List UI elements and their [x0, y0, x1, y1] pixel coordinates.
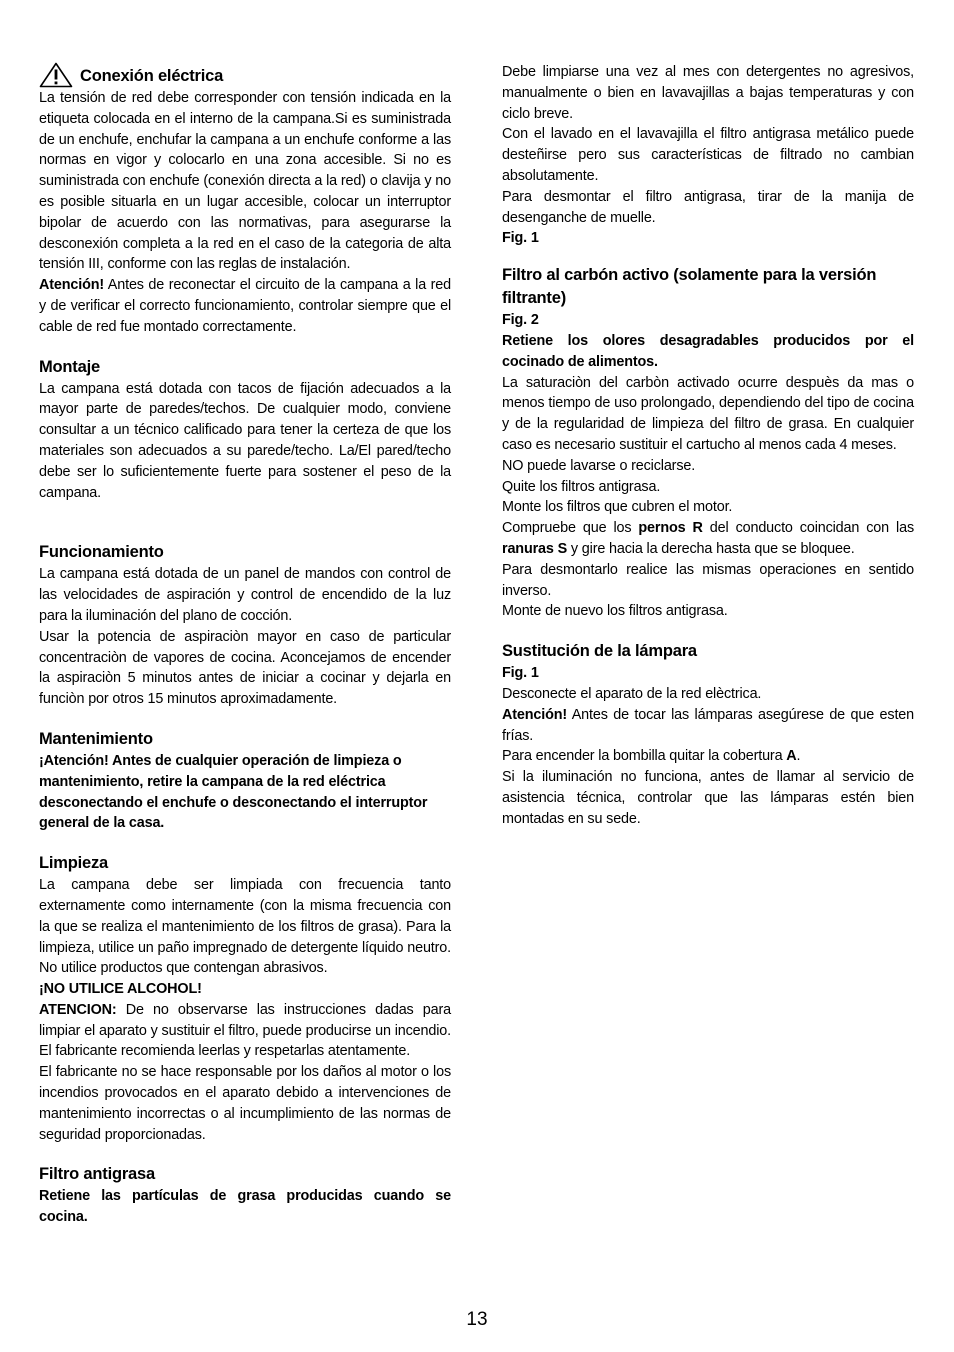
page-number: 13 [466, 1309, 488, 1330]
figure-reference: Fig. 1 [502, 665, 539, 682]
right-column [502, 62, 914, 830]
section-title-mounting: Montaje [39, 357, 100, 376]
left-column [39, 62, 451, 1228]
section-title-operation: Funcionamiento [39, 543, 164, 562]
lamp-p3 [502, 746, 914, 767]
operation-body-2: Usar la potencia de aspiraciòn mayor en caso de particular concentraciòn de vapores de cocina. Aconcejamos de encender la aspiraciòn 5 minutos antes de iniciar a cocinar y dejarla en funciòn por otros 15 minutos aproximadamente. [39, 628, 451, 708]
attention-text: Antes de tocar las lámparas asegúrese de que esten frías. [502, 706, 914, 744]
carbon-filter-p6: Para desmontarlo realice las mismas operaciones en sentido inverso. [502, 561, 914, 599]
carbon-filter-p4: Monte los filtros que cubren el motor. [502, 499, 733, 516]
section-operation [39, 541, 451, 710]
lamp-attention [502, 705, 914, 747]
text-run: y gire hacia la derecha hasta que se bloquee. [567, 540, 855, 557]
no-alcohol-warning: ¡NO UTILICE ALCOHOL! [39, 981, 202, 998]
grease-filter-p1: Debe limpiarse una vez al mes con detergentes no agresivos, manualmente o bien en lavavajillas a bajas temperaturas y con ciclo breve. [502, 64, 914, 122]
operation-body-1: La campana está dotada de un panel de mandos con control de las velocidades de aspiración y control de encendido de la luz para la iluminación del plano de cocción. [39, 566, 451, 624]
text-run: Para encender la bombilla quitar la cobertura [502, 748, 787, 765]
warning-triangle-icon [39, 62, 73, 88]
spacer [39, 710, 451, 728]
section-electrical-connection [39, 62, 451, 338]
text-run: . [796, 748, 801, 765]
slots-label: ranuras S [502, 540, 568, 557]
grease-filter-p3: Para desmontar el filtro antigrasa, tirar de la manija de desenganche de muelle. [502, 188, 914, 226]
carbon-filter-p1: La saturaciòn del carbòn activado ocurre despuès da mas o menos tiempo de uso prolongado, dependiendo del tipo de cocina y de la regularidad de limpieza del filtro de grasa. En cualquier caso es necesario sustituir el cartucho al menos cada 4 meses. [502, 374, 914, 453]
cover-label: A [786, 748, 797, 765]
spacer [39, 503, 451, 541]
text-run: Compruebe que los [502, 520, 639, 537]
carbon-filter-p2: NO puede lavarse o reciclarse. [502, 457, 696, 474]
electrical-attention [39, 275, 451, 337]
pins-label: pernos R [638, 520, 703, 537]
section-grease-filter [39, 1163, 451, 1228]
maintenance-warning: ¡Atención! Antes de cualquier operación de limpieza o mantenimiento, retire la campana de la red eléctrica desconectando el enchufe o desconectando el interruptor general de la casa. [39, 752, 428, 832]
cleaning-caution [39, 1000, 451, 1062]
lamp-p1: Desconecte el aparato de la red elèctrica. [502, 685, 762, 702]
spacer [39, 338, 451, 356]
carbon-filter-p5 [502, 518, 914, 560]
carbon-filter-p7: Monte de nuevo los filtros antigrasa. [502, 603, 728, 620]
carbon-filter-lead: Retiene los olores desagradables producidos por el cocinado de alimentos. [502, 332, 914, 370]
grease-filter-p2: Con el lavado en el lavavajilla el filtro antigrasa metálico puede desteñirse pero sus características de filtrado no cambian absolutamente. [502, 126, 914, 184]
caution-text: De no observarse las instrucciones dadas para limpiar el aparato y sustituir el filtro, puede producirse un incendio. El fabricante recomienda leerlas y respetarlas atentamente. [39, 1001, 451, 1060]
carbon-filter-p3: Quite los filtros antigrasa. [502, 478, 661, 495]
section-lamp-replacement [502, 640, 914, 829]
attention-label: Atención! [502, 706, 568, 723]
spacer [502, 249, 914, 264]
section-title-electrical: Conexión eléctrica [80, 67, 224, 85]
electrical-heading-row [39, 62, 451, 88]
section-title-carbon-filter: Filtro al carbón activo (solamente para la versión filtrante) [502, 266, 877, 308]
figure-reference: Fig. 2 [502, 312, 539, 329]
section-title-maintenance: Mantenimiento [39, 729, 153, 748]
spacer [39, 834, 451, 852]
section-maintenance [39, 728, 451, 834]
section-title-lamp: Sustitución de la lámpara [502, 642, 697, 661]
electrical-body: La tensión de red debe corresponder con tensión indicada en la etiqueta colocada en el interno de la campana.Si es suministrada de un enchufe, enchufar la campana a un enchufe conforme a las normas en vigor y colocarlo en una zona accesible. Si no es suministrada con enchufe (conexión directa a la red) o clavija y no es posible situarla en un lugar accesible, colocar un interruptor bipolar de acuerdo con las normativas, para asegurarse la desconexión completa a la red en el caso de la categoria de alta tensión III, conforme con las reglas de instalación. [39, 90, 451, 273]
lamp-p4: Si la iluminación no funciona, antes de llamar al servicio de asistencia técnica, controlar que las lámparas estén bien montadas en su sede. [502, 769, 914, 827]
spacer [39, 1145, 451, 1163]
section-mounting [39, 356, 451, 504]
caution-label: ATENCION: [39, 1001, 117, 1018]
cleaning-body: La campana debe ser limpiada con frecuencia tanto externamente como internamente (con la misma frecuencia con la que se realiza el mantenimiento de los filtros de grasa). Para la limpieza, utilice un paño impregnado de detergente líquido neutro. No utilice productos que contengan abrasivos. [39, 877, 451, 977]
grease-filter-lead: Retiene las partículas de grasa producidas cuando se cocina. [39, 1188, 451, 1226]
text-run: del conducto coincidan con las [702, 520, 914, 537]
section-title-cleaning: Limpieza [39, 854, 109, 873]
section-carbon-filter [502, 264, 914, 622]
spacer [502, 622, 914, 640]
mounting-body: La campana está dotada con tacos de fijación adecuados a la mayor parte de paredes/techos. De cualquier modo, conviene consultar a un técnico calificado para tener la certeza de que los materiales son adecuados a su parede/techo. La/El pared/techo debe ser lo suficientemente fuerte para sostener el peso de la campana. [39, 380, 451, 501]
attention-label: Atención! [39, 277, 105, 294]
figure-reference: Fig. 1 [502, 230, 539, 247]
attention-text: Antes de reconectar el circuito de la campana a la red y de verificar el correcto funcionamiento, controlar siempre que el cable de red fue montado correctamente. [39, 277, 451, 335]
section-cleaning [39, 852, 451, 1145]
section-title-grease-filter: Filtro antigrasa [39, 1165, 155, 1184]
section-grease-filter-continued [502, 62, 914, 249]
cleaning-liability: El fabricante no se hace responsable por los daños al motor o los incendios provocados en el aparato debido a intervenciones de mantenimiento incorrectas o al incumplimiento de las normas de seguridad proporcionadas. [39, 1064, 451, 1143]
